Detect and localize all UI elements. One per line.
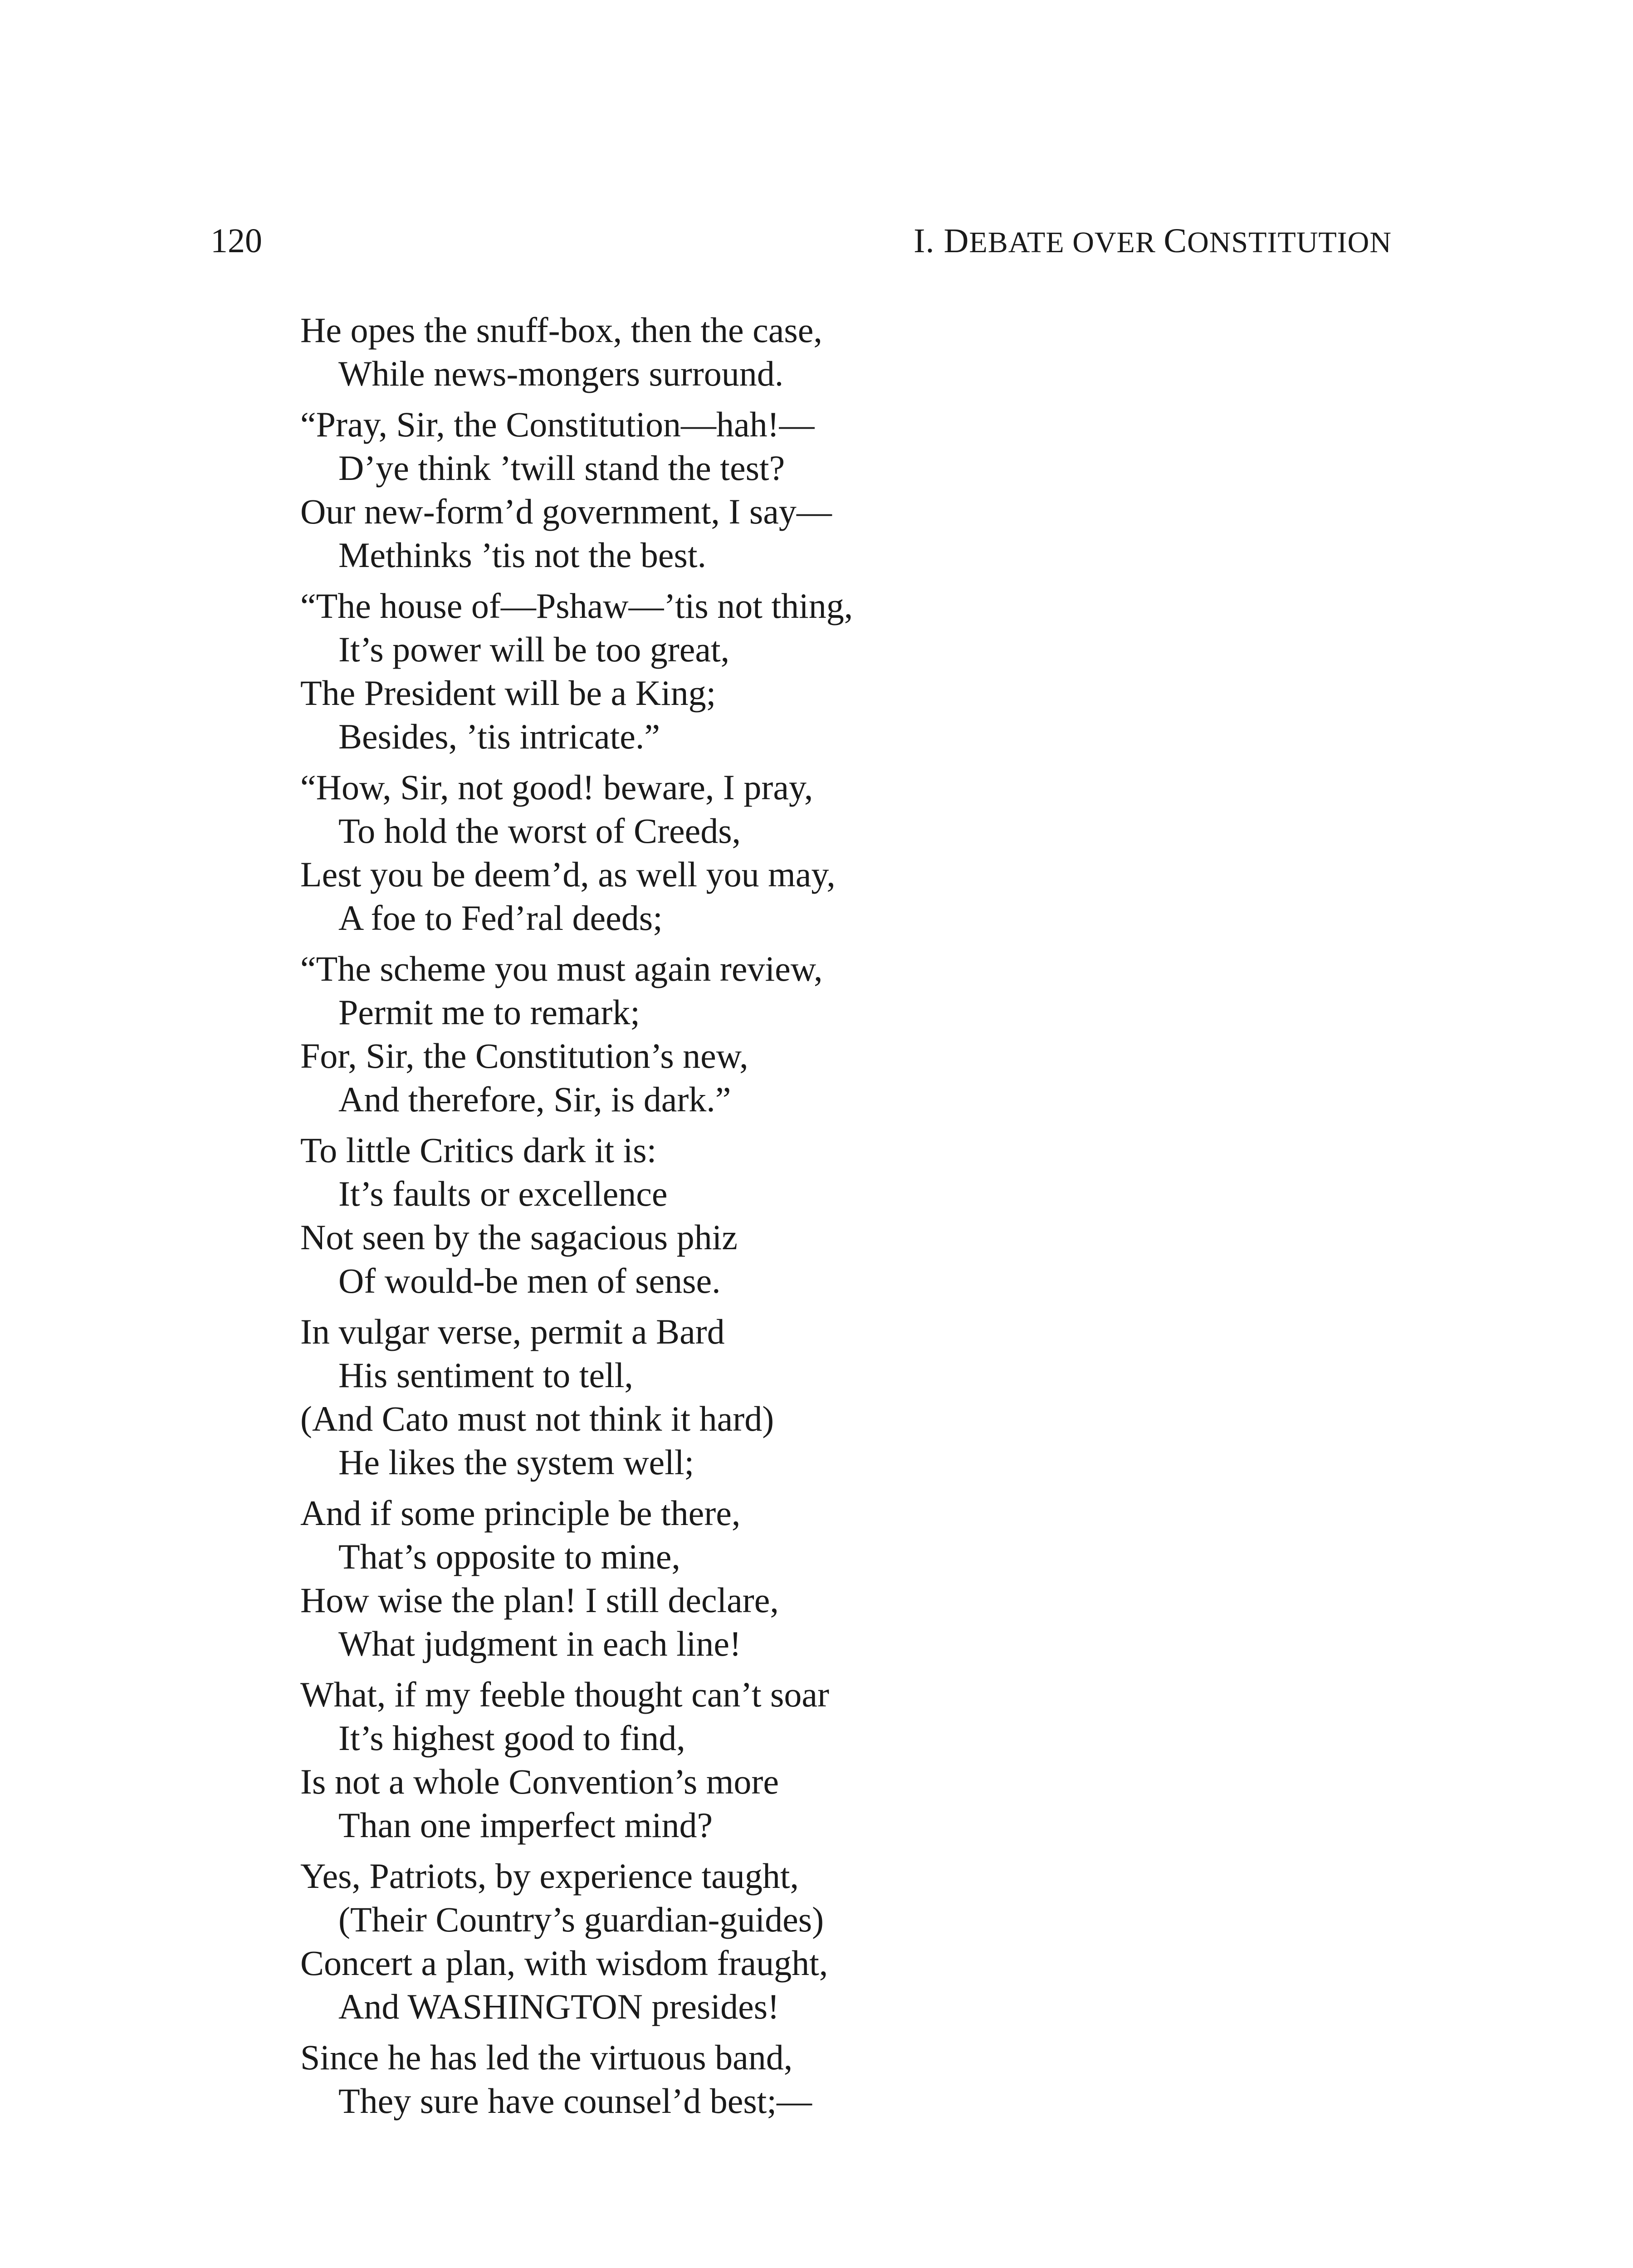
running-title-part: C bbox=[1164, 222, 1188, 260]
verse-line: Yes, Patriots, by experience taught, bbox=[300, 1856, 799, 1896]
verse-line: And WASHINGTON presides! bbox=[338, 1987, 780, 2026]
running-head bbox=[210, 220, 1392, 261]
verse-line: Is not a whole Convention’s more bbox=[300, 1762, 779, 1801]
verse-line: “The house of—Pshaw—’tis not thing, bbox=[300, 586, 853, 626]
verse-line: Concert a plan, with wisdom fraught, bbox=[300, 1943, 828, 1983]
verse-line: How wise the plan! I still declare, bbox=[300, 1580, 779, 1620]
stanza bbox=[300, 1673, 1434, 1847]
running-title-part: EBATE OVER bbox=[969, 226, 1164, 259]
stanza bbox=[300, 1129, 1434, 1303]
verse-line: He opes the snuff-box, then the case, bbox=[300, 310, 822, 350]
verse-line: And if some principle be there, bbox=[300, 1493, 741, 1533]
verse-line: It’s power will be too great, bbox=[338, 630, 730, 669]
verse-line: (And Cato must not think it hard) bbox=[300, 1399, 774, 1438]
verse-line: He likes the system well; bbox=[338, 1442, 694, 1482]
verse-line: To hold the worst of Creeds, bbox=[338, 811, 741, 850]
running-title-part: ONSTITUTION bbox=[1187, 226, 1392, 259]
verse-line: Of would-be men of sense. bbox=[338, 1261, 721, 1300]
stanza bbox=[300, 1310, 1434, 1484]
stanza bbox=[300, 584, 1434, 758]
verse-line: And therefore, Sir, is dark.” bbox=[338, 1080, 731, 1119]
verse-line: His sentiment to tell, bbox=[338, 1355, 633, 1395]
verse-line: “How, Sir, not good! beware, I pray, bbox=[300, 767, 813, 807]
verse-line: D’ye think ’twill stand the test? bbox=[338, 448, 785, 488]
stanza bbox=[300, 2036, 1434, 2123]
stanza bbox=[300, 308, 1434, 396]
running-title bbox=[914, 220, 1392, 263]
verse-line: For, Sir, the Constitution’s new, bbox=[300, 1036, 748, 1075]
page-number: 120 bbox=[210, 222, 262, 260]
verse-line: In vulgar verse, permit a Bard bbox=[300, 1312, 725, 1351]
stanza bbox=[300, 766, 1434, 940]
running-title-part: I. D bbox=[914, 222, 969, 260]
verse-line: What, if my feeble thought can’t soar bbox=[300, 1675, 830, 1714]
stanza bbox=[300, 1854, 1434, 2028]
verse-line: While news-mongers surround. bbox=[338, 354, 784, 393]
verse-line: Besides, ’tis intricate.” bbox=[338, 717, 660, 756]
verse-line: The President will be a King; bbox=[300, 673, 716, 713]
verse-line: Our new-form’d government, I say— bbox=[300, 492, 832, 531]
verse-line: “The scheme you must again review, bbox=[300, 949, 823, 988]
verse-line: It’s faults or excellence bbox=[338, 1174, 668, 1213]
poem bbox=[300, 308, 1434, 2130]
verse-line: Not seen by the sagacious phiz bbox=[300, 1217, 738, 1257]
stanza bbox=[300, 403, 1434, 577]
stanza bbox=[300, 1491, 1434, 1666]
verse-line: They sure have counsel’d best;— bbox=[338, 2081, 812, 2121]
verse-line: Lest you be deem’d, as well you may, bbox=[300, 855, 836, 894]
verse-line: Methinks ’tis not the best. bbox=[338, 535, 707, 575]
verse-line: (Their Country’s guardian-guides) bbox=[338, 1900, 824, 1939]
verse-line: What judgment in each line! bbox=[338, 1624, 742, 1663]
verse-line: A foe to Fed’ral deeds; bbox=[338, 898, 663, 938]
verse-line: Permit me to remark; bbox=[338, 992, 640, 1032]
verse-line: Than one imperfect mind? bbox=[338, 1805, 713, 1845]
stanza bbox=[300, 947, 1434, 1121]
verse-line: “Pray, Sir, the Constitution—hah!— bbox=[300, 405, 815, 444]
verse-line: That’s opposite to mine, bbox=[338, 1537, 680, 1576]
verse-line: To little Critics dark it is: bbox=[300, 1130, 657, 1170]
verse-line: Since he has led the virtuous band, bbox=[300, 2038, 793, 2077]
verse-line: It’s highest good to find, bbox=[338, 1718, 685, 1758]
